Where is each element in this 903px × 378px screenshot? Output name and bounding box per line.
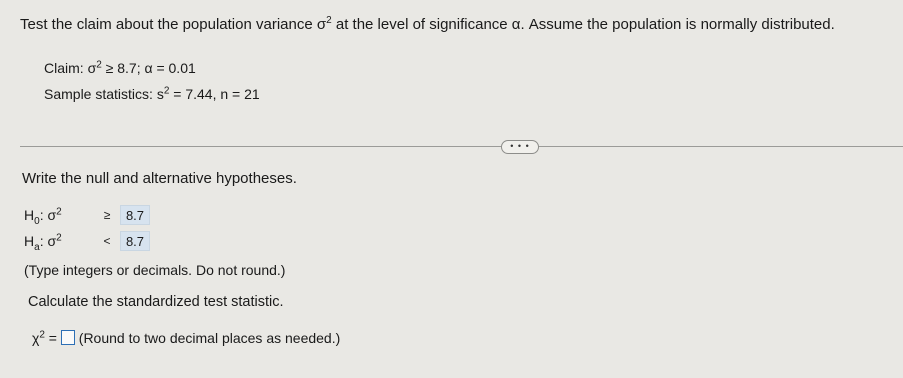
null-value-input[interactable]: 8.7 bbox=[120, 205, 150, 225]
hypotheses-prompt: Write the null and alternative hypotheses. bbox=[22, 170, 297, 187]
chi-square-row bbox=[32, 330, 340, 346]
hypotheses-note: (Type integers or decimals. Do not round.) bbox=[24, 262, 286, 278]
alt-hypothesis-row bbox=[24, 231, 150, 251]
expand-more-button[interactable]: • • • bbox=[501, 140, 539, 154]
alt-value-input[interactable]: 8.7 bbox=[120, 231, 150, 251]
null-hypothesis-row bbox=[24, 205, 150, 225]
sample-statistics-line: Sample statistics: $s^2 = 7.44$, n = 21 bbox=[44, 85, 260, 102]
claim-line: Claim: $\sigma^2 \ge 8.7$; α = 0.01 bbox=[44, 59, 196, 76]
statistic-prompt: Calculate the standardized test statistic. bbox=[28, 294, 284, 310]
alt-hypothesis-label: $H_a$: $\sigma^2$ bbox=[24, 232, 62, 253]
rounding-note: (Round to two decimal places as needed.) bbox=[74, 330, 341, 346]
chi-square-answer-input[interactable] bbox=[61, 330, 75, 345]
null-operator-select[interactable]: ≥ bbox=[103, 208, 111, 222]
question-title: Test the claim about the population variance $\sigma^2$ at the level of significance α. Assume the population is normally distributed. bbox=[20, 15, 835, 33]
chi-square-label: $\chi^2$ = bbox=[32, 329, 61, 346]
alt-operator-select[interactable]: < bbox=[103, 234, 111, 248]
section-divider bbox=[20, 146, 903, 147]
null-hypothesis-label: $H_0$: $\sigma^2$ bbox=[24, 206, 62, 227]
